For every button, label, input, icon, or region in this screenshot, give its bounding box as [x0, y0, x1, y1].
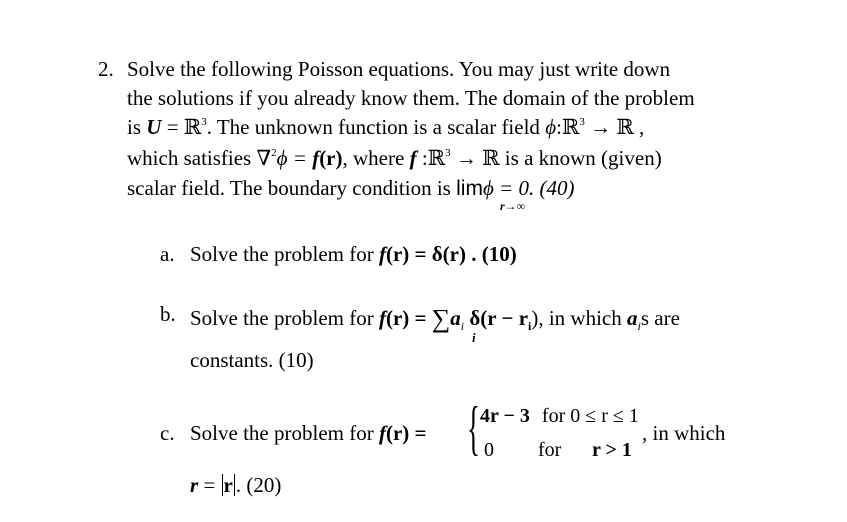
text: → ℝ is a known (given)	[450, 146, 662, 170]
r-symbol: r	[190, 473, 199, 497]
part-a-text	[190, 244, 517, 265]
subscript: i	[637, 319, 641, 333]
text: Solve the problem for	[190, 421, 379, 445]
text: which satisfies ∇	[127, 146, 272, 170]
text: = ℝ	[161, 115, 202, 139]
problem-line-1: Solve the following Poisson equations. You may just write down	[127, 57, 671, 81]
summation-symbol: ∑	[431, 304, 451, 333]
case-1	[480, 406, 639, 426]
part-c-after: , in which	[642, 421, 726, 445]
coefficient: a	[450, 306, 461, 330]
problem-line-5	[127, 178, 574, 199]
domain-symbol: U	[146, 115, 162, 139]
abs-bar-right	[234, 474, 235, 496]
text: :ℝ	[556, 115, 580, 139]
part-a-label: a.	[160, 242, 175, 266]
case-2-for: for	[538, 439, 562, 461]
text: . (20)	[235, 473, 282, 497]
phi-symbol: ϕ	[545, 115, 557, 139]
text: is	[127, 115, 147, 139]
problem-number: 2.	[98, 57, 114, 81]
problem-line-4	[127, 148, 662, 169]
case-value: 0	[484, 439, 494, 461]
text: ), in which	[531, 306, 628, 330]
subscript: i	[460, 319, 465, 333]
case-condition: for 0 ≤ r ≤ 1	[541, 405, 639, 427]
superscript: 2	[271, 147, 277, 159]
part-c-text	[190, 423, 427, 444]
part-b-label: b.	[160, 302, 176, 326]
case-2	[484, 440, 494, 460]
superscript: 3	[445, 147, 451, 159]
f-symbol: f	[378, 306, 386, 330]
part-c-label: c.	[160, 421, 175, 445]
problem-line-2: the solutions if you already know them. The domain of the problem	[127, 86, 695, 110]
part-c-line-2	[190, 474, 281, 496]
f-symbol: f	[312, 146, 320, 170]
text: scalar field. The boundary condition is	[127, 176, 457, 200]
text: (r) =	[385, 306, 432, 330]
abs-bar-left	[222, 474, 223, 496]
f-symbol: f	[409, 146, 417, 170]
part-b-text	[190, 304, 680, 333]
text: , where	[342, 146, 410, 170]
f-symbol: f	[378, 421, 386, 445]
text: Solve the problem for	[190, 306, 379, 330]
text: ϕ =	[276, 146, 313, 170]
summation-index: i	[472, 330, 476, 345]
subscript: i	[528, 319, 532, 333]
text: δ(r − r	[464, 306, 529, 330]
coefficient: a	[627, 306, 638, 330]
left-brace: {	[467, 395, 480, 461]
text: (r)	[319, 146, 343, 170]
lim-operator: lim	[456, 177, 483, 200]
text: → ℝ ,	[584, 115, 645, 139]
text: (r) =	[385, 421, 427, 445]
problem-line-3	[127, 117, 644, 138]
superscript: 3	[201, 116, 207, 128]
text: . The unknown function is a scalar field	[206, 115, 546, 139]
text: =	[198, 473, 221, 497]
text: :ℝ	[416, 146, 446, 170]
abs-content: r	[223, 473, 233, 497]
superscript: 3	[579, 116, 585, 128]
text: Solve the problem for	[190, 242, 379, 266]
case-value: 4r − 3	[480, 405, 530, 427]
equation: (r) = δ(r) . (10)	[385, 242, 517, 266]
text: s are	[640, 306, 680, 330]
text: ϕ = 0. (40)	[482, 176, 575, 200]
part-b-line-2: constants. (10)	[190, 348, 314, 372]
f-symbol: f	[378, 242, 386, 266]
case-2-condition: r > 1	[592, 439, 632, 461]
limit-subscript: r→∞	[500, 199, 526, 213]
